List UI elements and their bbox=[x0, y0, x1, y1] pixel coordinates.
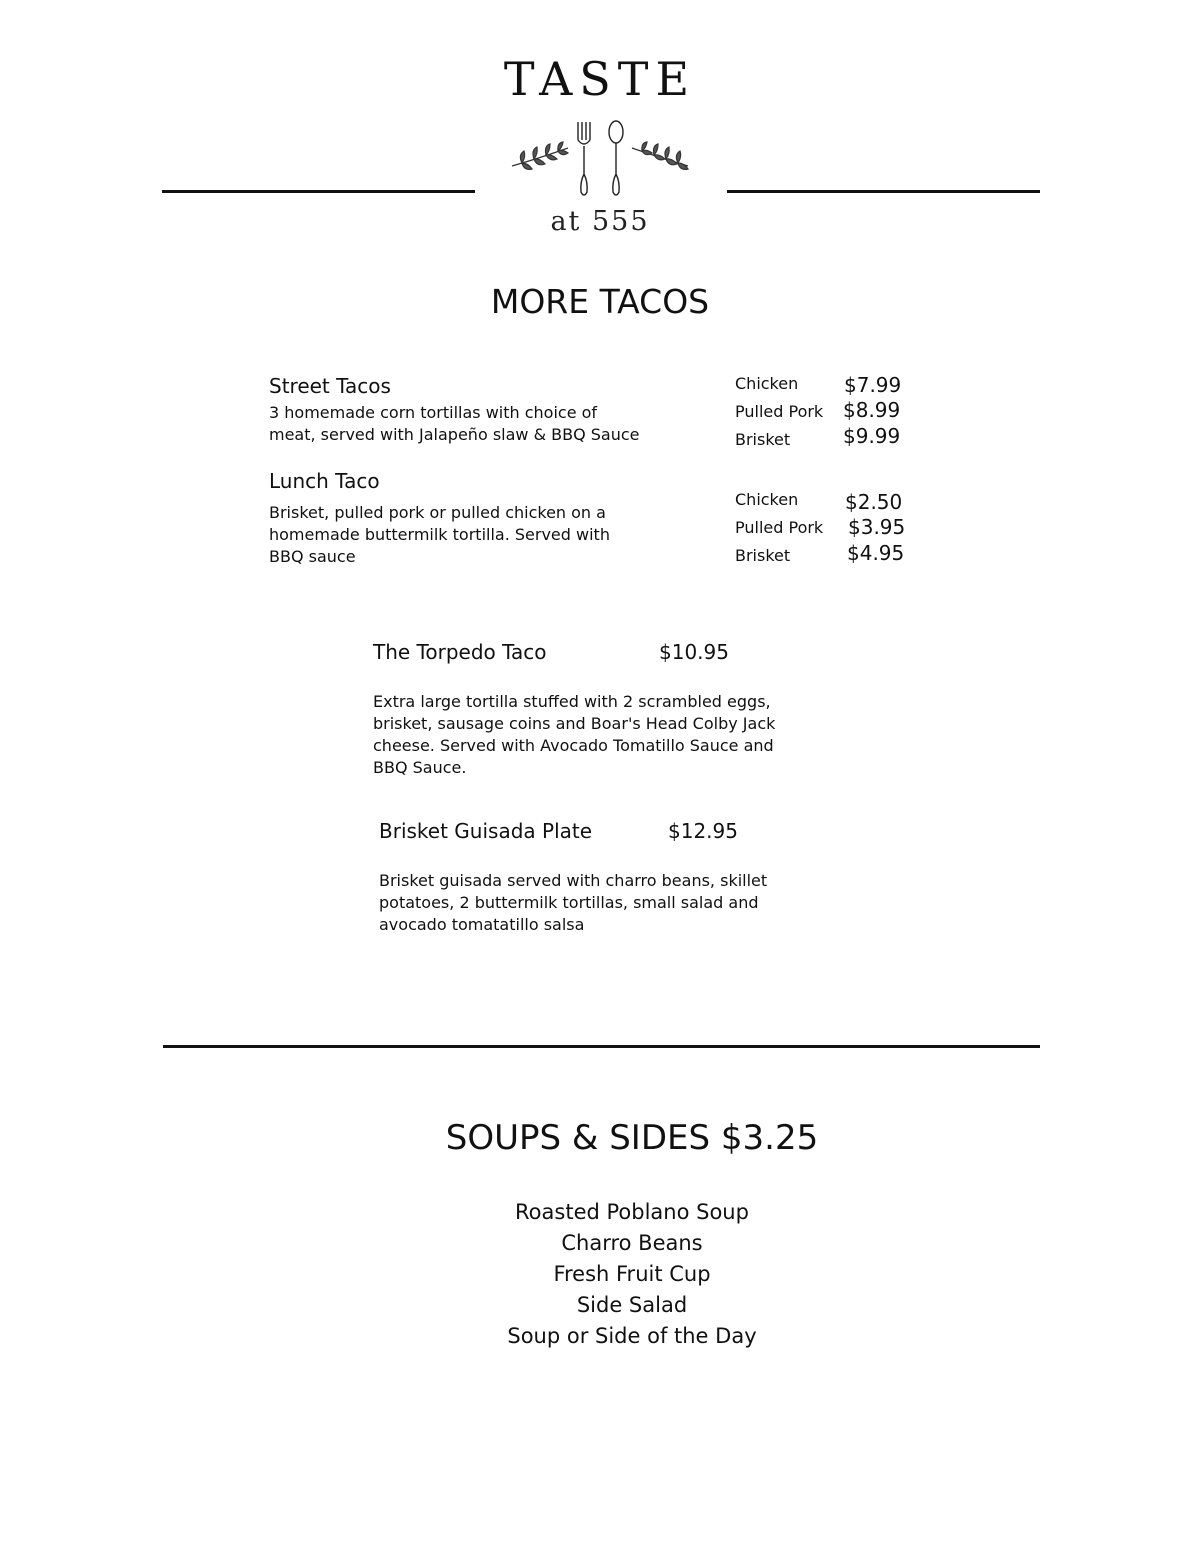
leaf-sprig-right-icon bbox=[632, 142, 688, 169]
torpedo-taco-desc-line3: cheese. Served with Avocado Tomatillo Sauce and bbox=[373, 736, 774, 755]
lunch-taco-price-brisket: $4.95 bbox=[847, 541, 905, 565]
section-divider bbox=[163, 1045, 1040, 1048]
sides-list bbox=[0, 1197, 1200, 1352]
guisada-plate-desc-line2: potatoes, 2 buttermilk tortillas, small salad and bbox=[379, 893, 759, 912]
side-item: Roasted Poblano Soup bbox=[515, 1200, 749, 1224]
logo-title: TASTE bbox=[503, 52, 697, 106]
street-tacos-desc-line2: meat, served with Jalapeño slaw & BBQ Sauce bbox=[269, 425, 640, 444]
torpedo-taco-price: $10.95 bbox=[659, 640, 729, 664]
lunch-taco-option-brisket: Brisket bbox=[735, 546, 791, 565]
street-tacos-option-chicken: Chicken bbox=[735, 374, 799, 393]
side-item: Charro Beans bbox=[561, 1231, 703, 1255]
logo-subtitle: at 555 bbox=[550, 206, 650, 237]
torpedo-taco-desc-line4: BBQ Sauce. bbox=[373, 758, 467, 777]
lunch-taco-desc-line2: homemade buttermilk tortilla. Served with bbox=[269, 525, 610, 544]
section-title-soups-sides: SOUPS & SIDES $3.25 bbox=[445, 1118, 819, 1158]
guisada-plate-price: $12.95 bbox=[668, 819, 738, 843]
spoon-icon bbox=[609, 121, 623, 195]
side-item: Side Salad bbox=[576, 1293, 688, 1317]
guisada-plate-desc-line1: Brisket guisada served with charro beans, skillet bbox=[379, 871, 768, 890]
logo-utensils-art bbox=[500, 118, 700, 202]
lunch-taco-option-pulled-pork: Pulled Pork bbox=[735, 518, 824, 537]
street-tacos-desc-line1: 3 homemade corn tortillas with choice of bbox=[269, 403, 598, 422]
header-rule-left bbox=[162, 190, 475, 193]
torpedo-taco-desc-line2: brisket, sausage coins and Boar's Head Colby Jack bbox=[373, 714, 776, 733]
street-tacos-price-chicken: $7.99 bbox=[844, 373, 902, 397]
lunch-taco-desc-line1: Brisket, pulled pork or pulled chicken on a bbox=[269, 503, 606, 522]
street-tacos-option-pulled-pork: Pulled Pork bbox=[735, 402, 824, 421]
torpedo-taco-name: The Torpedo Taco bbox=[373, 640, 547, 664]
street-tacos-option-brisket: Brisket bbox=[735, 430, 791, 449]
guisada-plate-desc-line3: avocado tomatatillo salsa bbox=[379, 915, 585, 934]
side-item: Soup or Side of the Day bbox=[507, 1324, 757, 1348]
leaf-sprig-left-icon bbox=[512, 142, 568, 169]
torpedo-taco-desc-line1: Extra large tortilla stuffed with 2 scrambled eggs, bbox=[373, 692, 771, 711]
section-title-more-tacos: MORE TACOS bbox=[490, 282, 710, 321]
header-rule-right bbox=[727, 190, 1040, 193]
lunch-taco-price-chicken: $2.50 bbox=[845, 490, 903, 514]
lunch-taco-option-chicken: Chicken bbox=[735, 490, 799, 509]
lunch-taco-desc-line3: BBQ sauce bbox=[269, 547, 356, 566]
guisada-plate-name: Brisket Guisada Plate bbox=[379, 819, 593, 843]
fork-icon bbox=[578, 122, 590, 195]
lunch-taco-name: Lunch Taco bbox=[269, 469, 380, 493]
lunch-taco-price-pulled-pork: $3.95 bbox=[848, 515, 906, 539]
street-tacos-name: Street Tacos bbox=[269, 374, 391, 398]
street-tacos-price-brisket: $9.99 bbox=[843, 424, 901, 448]
side-item: Fresh Fruit Cup bbox=[553, 1262, 711, 1286]
street-tacos-price-pulled-pork: $8.99 bbox=[843, 398, 901, 422]
